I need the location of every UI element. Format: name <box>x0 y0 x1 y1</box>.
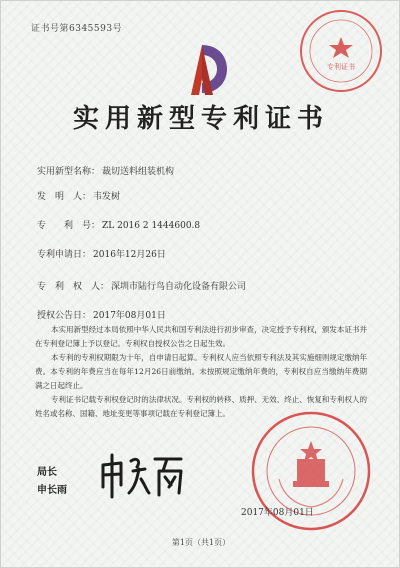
field-label: 专 利 权 人： <box>37 282 110 292</box>
field-row <box>37 164 174 177</box>
field-row <box>37 279 246 292</box>
top-seal-text: 专利证书 <box>327 63 355 71</box>
seal-date: 2017年08月01日 <box>241 508 314 518</box>
patent-office-logo-icon <box>171 39 233 101</box>
signature-title: 局长 <box>37 467 57 478</box>
field-value: 2016年12月26日 <box>93 250 166 260</box>
body-paragraph: 专利证书记载专利权登记时的法律状况。专利权的转移、质押、无效、终止、恢复和专利权人的姓名或名称、国籍、地址变更等事项记载在专利登记簿上。 <box>35 395 367 418</box>
certificate-body-text <box>35 323 367 421</box>
field-row <box>37 247 166 260</box>
field-value: 深圳市陆行鸟自动化设备有限公司 <box>111 282 247 292</box>
field-value: ZL 2016 2 1444600.8 <box>102 221 201 231</box>
field-row <box>37 218 200 231</box>
field-label: 实用新型名称： <box>37 167 101 177</box>
handwritten-signature <box>97 447 187 503</box>
body-paragraph: 本专利的专利权期限为十年，自申请日起算。专利权人应当依照专利法及其实施细则规定缴纳年费。本专利的年费应当在每年12月26日前缴纳。未按照规定缴纳年费的，专利权自应当缴纳年费期满之日起终止。 <box>35 353 367 390</box>
field-value: 裁切送料组装机构 <box>102 167 175 177</box>
field-label: 授权公告日： <box>37 311 92 321</box>
field-value: 韦发树 <box>93 192 121 202</box>
certificate-number: 证书号第6345593号 <box>31 24 123 34</box>
signatory-name: 申长雨 <box>37 485 67 496</box>
field-label: 发 明 人： <box>37 192 92 202</box>
certificate-title: 实用新型专利证书 <box>72 104 329 134</box>
body-paragraph: 本实用新型经过本局依照中华人民共和国专利法进行初步审查，决定授予专利权，颁发本证书并在专利登记簿上予以登记。专利权自授权公告之日起生效。 <box>35 325 367 348</box>
field-label: 专 利 号： <box>37 221 101 231</box>
field-row <box>37 189 120 202</box>
field-label: 专利申请日： <box>37 250 92 260</box>
field-value: 2017年08月01日 <box>93 311 166 321</box>
page-number: 第1页（共1页） <box>171 538 231 547</box>
top-seal-stamp <box>297 7 385 95</box>
field-row <box>37 308 166 321</box>
